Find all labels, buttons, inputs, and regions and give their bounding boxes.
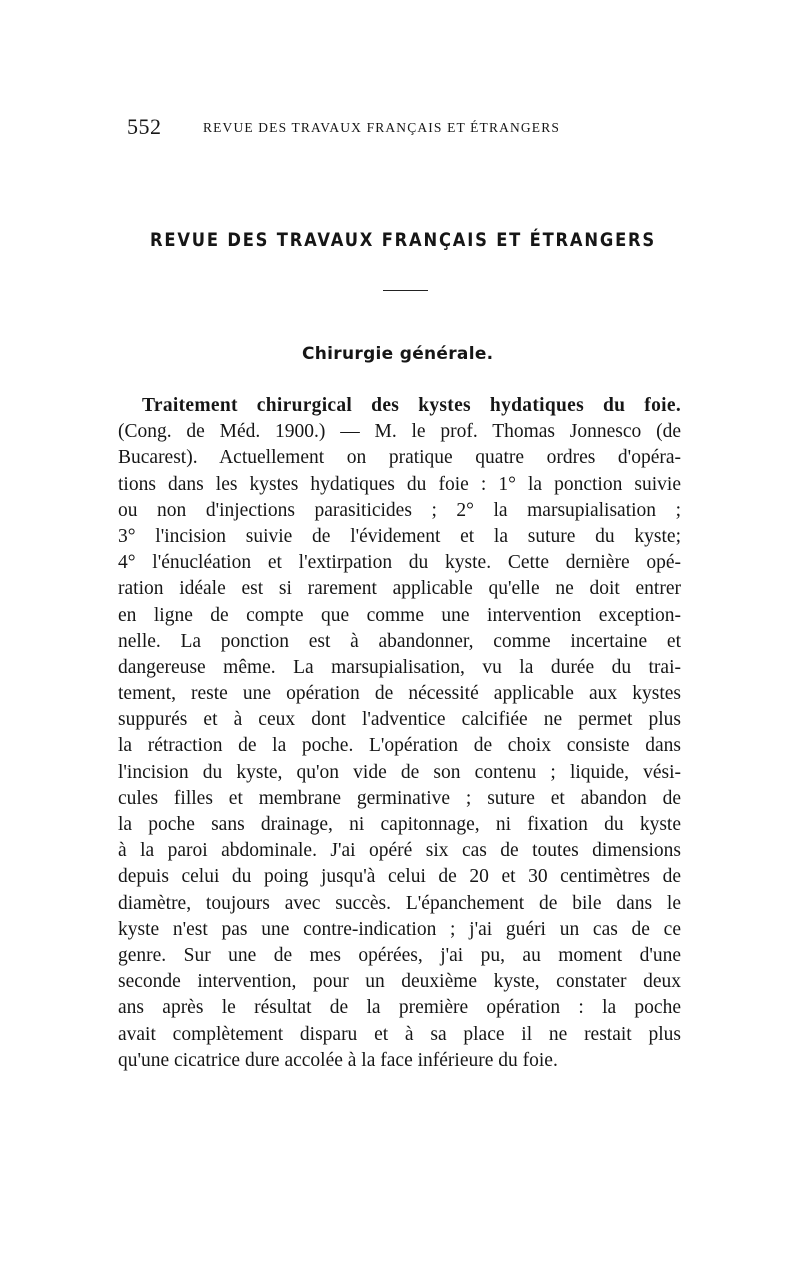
article-line: à la paroi abdominale. J'ai opéré six cas de toutes dimensions — [118, 840, 681, 862]
article-line: seconde intervention, pour un deuxième kyste, constater deux — [118, 971, 681, 993]
article-line: la rétraction de la poche. L'opération de choix consiste dans — [118, 735, 681, 757]
running-header — [127, 114, 627, 140]
article-line: en ligne de compte que comme une intervention exception- — [118, 604, 681, 626]
article-line: kyste n'est pas une contre-indication ; j'ai guéri un cas de ce — [118, 918, 681, 940]
article-line: depuis celui du poing jusqu'à celui de 20 et 30 centimètres de — [118, 866, 681, 888]
article-title-line: Traitement chirurgical des kystes hydatiques du foie. — [142, 395, 681, 416]
article-line: suppurés et à ceux dont l'adventice calcifiée ne permet plus — [118, 709, 681, 731]
article-line: Bucarest). Actuellement on pratique quatre ordres d'opéra- — [118, 447, 681, 469]
subsection-title: Chirurgie générale. — [302, 344, 494, 364]
article-line: 4° l'énucléation et l'extirpation du kyste. Cette dernière opé- — [118, 552, 681, 574]
article-line: dangereuse même. La marsupialisation, vu la durée du trai- — [118, 656, 681, 678]
article-line: genre. Sur une de mes opérées, j'ai pu, au moment d'une — [118, 944, 681, 966]
section-title: REVUE DES TRAVAUX FRANÇAIS ET ÉTRANGERS — [150, 229, 657, 251]
article-line: diamètre, toujours avec succès. L'épanchement de bile dans le — [118, 892, 681, 914]
article-line: ou non d'injections parasiticides ; 2° la marsupialisation ; — [118, 499, 681, 521]
page-number: 552 — [127, 114, 162, 139]
running-title: REVUE DES TRAVAUX FRANÇAIS ET ÉTRANGERS — [203, 120, 561, 135]
article-line: ans après le résultat de la première opération : la poche — [118, 997, 681, 1019]
article-line: qu'une cicatrice dure accolée à la face inférieure du foie. — [118, 1049, 558, 1071]
article-line: nelle. La ponction est à abandonner, comme incertaine et — [118, 630, 681, 652]
article-body — [118, 393, 681, 1074]
article-line: (Cong. de Méd. 1900.) — M. le prof. Thomas Jonnesco (de — [118, 421, 681, 443]
article-line: 3° l'incision suivie de l'évidement et la suture du kyste; — [118, 525, 681, 547]
article-line: avait complètement disparu et à sa place il ne restait plus — [118, 1023, 681, 1045]
article-line: ration idéale est si rarement applicable qu'elle ne doit entrer — [118, 578, 681, 600]
title-rule — [383, 290, 428, 291]
article-line: tions dans les kystes hydatiques du foie : 1° la ponction suivie — [118, 473, 681, 495]
article-line: la poche sans drainage, ni capitonnage, ni fixation du kyste — [118, 814, 681, 835]
article-line: tement, reste une opération de nécessité applicable aux kystes — [118, 683, 681, 705]
article-line: cules filles et membrane germinative ; suture et abandon de — [118, 787, 681, 809]
article-line: l'incision du kyste, qu'on vide de son contenu ; liquide, vési- — [118, 761, 681, 783]
